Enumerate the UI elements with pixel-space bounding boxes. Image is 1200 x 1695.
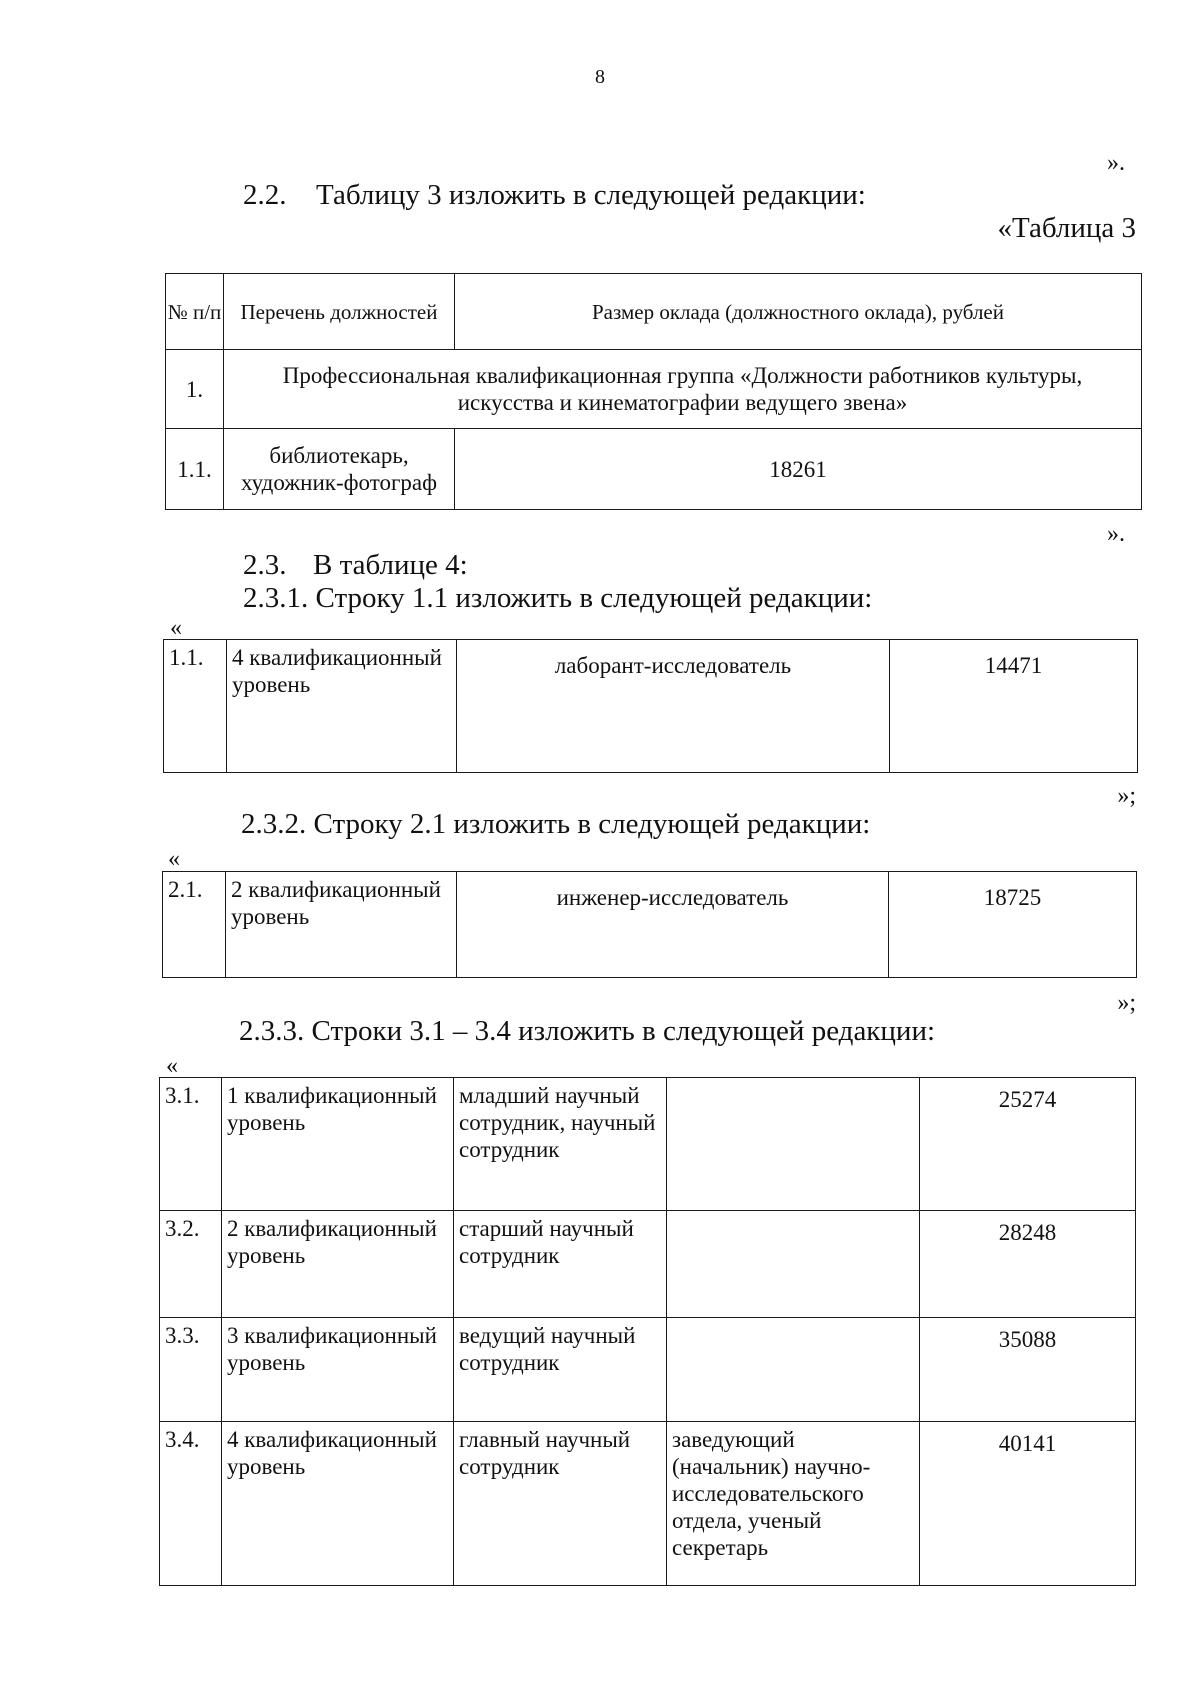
table-rows-3-1-3-4 [159, 1077, 1136, 1586]
row-level: 4 квалификационный уровень [222, 1422, 454, 1586]
section-text: 2.3.3. Строки 3.1 – 3.4 изложить в следующей редакции: [239, 1015, 936, 1047]
page-number: 8 [595, 66, 605, 88]
row-extra-position [667, 1211, 920, 1318]
table-row [160, 1211, 1136, 1318]
row-number: 3.3. [160, 1318, 222, 1422]
row-position: главный научный сотрудник [454, 1422, 667, 1586]
row-salary: 40141 [920, 1422, 1136, 1586]
section-text: 2.3.2. Строку 2.1 изложить в следующей редакции: [241, 808, 871, 840]
row-position: старший научный сотрудник [454, 1211, 667, 1318]
row-number: 2.1. [163, 872, 226, 978]
section-text: В таблице 4: [313, 549, 468, 581]
table-row-1-1 [163, 639, 1138, 773]
table-header-row [166, 274, 1142, 350]
row-salary: 18261 [455, 429, 1142, 510]
table-row [166, 350, 1142, 429]
row-level: 1 квалификационный уровень [222, 1078, 454, 1211]
row-position: ведущий научный сотрудник [454, 1318, 667, 1422]
closing-quote: ». [1107, 150, 1125, 176]
closing-quote: »; [1117, 990, 1136, 1016]
row-salary: 14471 [890, 640, 1138, 773]
table-3 [165, 273, 1142, 510]
row-position: инженер-исследователь [457, 872, 889, 978]
row-salary: 18725 [889, 872, 1137, 978]
table-row [163, 872, 1137, 978]
row-extra-position [667, 1078, 920, 1211]
row-number: 3.1. [160, 1078, 222, 1211]
row-position: лаборант-исследователь [457, 640, 890, 773]
table-row [166, 429, 1142, 510]
row-level: 4 квалификационный уровень [227, 640, 457, 773]
row-number: 3.4. [160, 1422, 222, 1586]
row-positions: библиотекарь, художник-фотограф [224, 429, 455, 510]
table-caption: «Таблица 3 [997, 212, 1136, 244]
section-number: 2.3. [243, 549, 287, 581]
opening-quote: « [168, 846, 180, 872]
row-number: 1.1. [164, 640, 227, 773]
row-extra-position [667, 1318, 920, 1422]
row-number: 3.2. [160, 1211, 222, 1318]
section-number: 2.2. [243, 179, 287, 211]
row-salary: 35088 [920, 1318, 1136, 1422]
row-salary: 25274 [920, 1078, 1136, 1211]
table-row [160, 1078, 1136, 1211]
group-title: Профессиональная квалификационная группа «Должности работников культуры, искусства и кинематографии ведущего звена» [224, 350, 1142, 429]
opening-quote: « [170, 615, 182, 641]
closing-quote: ». [1107, 521, 1125, 547]
row-extra-position: заведующий (начальник) научно-исследовательского отдела, ученый секретарь [667, 1422, 920, 1586]
section-text: Таблицу 3 изложить в следующей редакции: [316, 179, 866, 211]
row-number: 1. [166, 350, 224, 429]
row-position: младший научный сотрудник, научный сотрудник [454, 1078, 667, 1211]
row-level: 3 квалификационный уровень [222, 1318, 454, 1422]
header-salary: Размер оклада (должностного оклада), рублей [455, 274, 1142, 350]
closing-quote: »; [1117, 783, 1136, 809]
table-row [160, 1422, 1136, 1586]
row-salary: 28248 [920, 1211, 1136, 1318]
opening-quote: « [166, 1053, 178, 1079]
table-row [160, 1318, 1136, 1422]
table-row [164, 640, 1138, 773]
row-level: 2 квалификационный уровень [222, 1211, 454, 1318]
table-row-2-1 [162, 871, 1137, 978]
row-number: 1.1. [166, 429, 224, 510]
header-number: № п/п [166, 274, 224, 350]
section-text: 2.3.1. Строку 1.1 изложить в следующей редакции: [243, 582, 873, 614]
header-positions: Перечень должностей [224, 274, 455, 350]
row-level: 2 квалификационный уровень [226, 872, 457, 978]
